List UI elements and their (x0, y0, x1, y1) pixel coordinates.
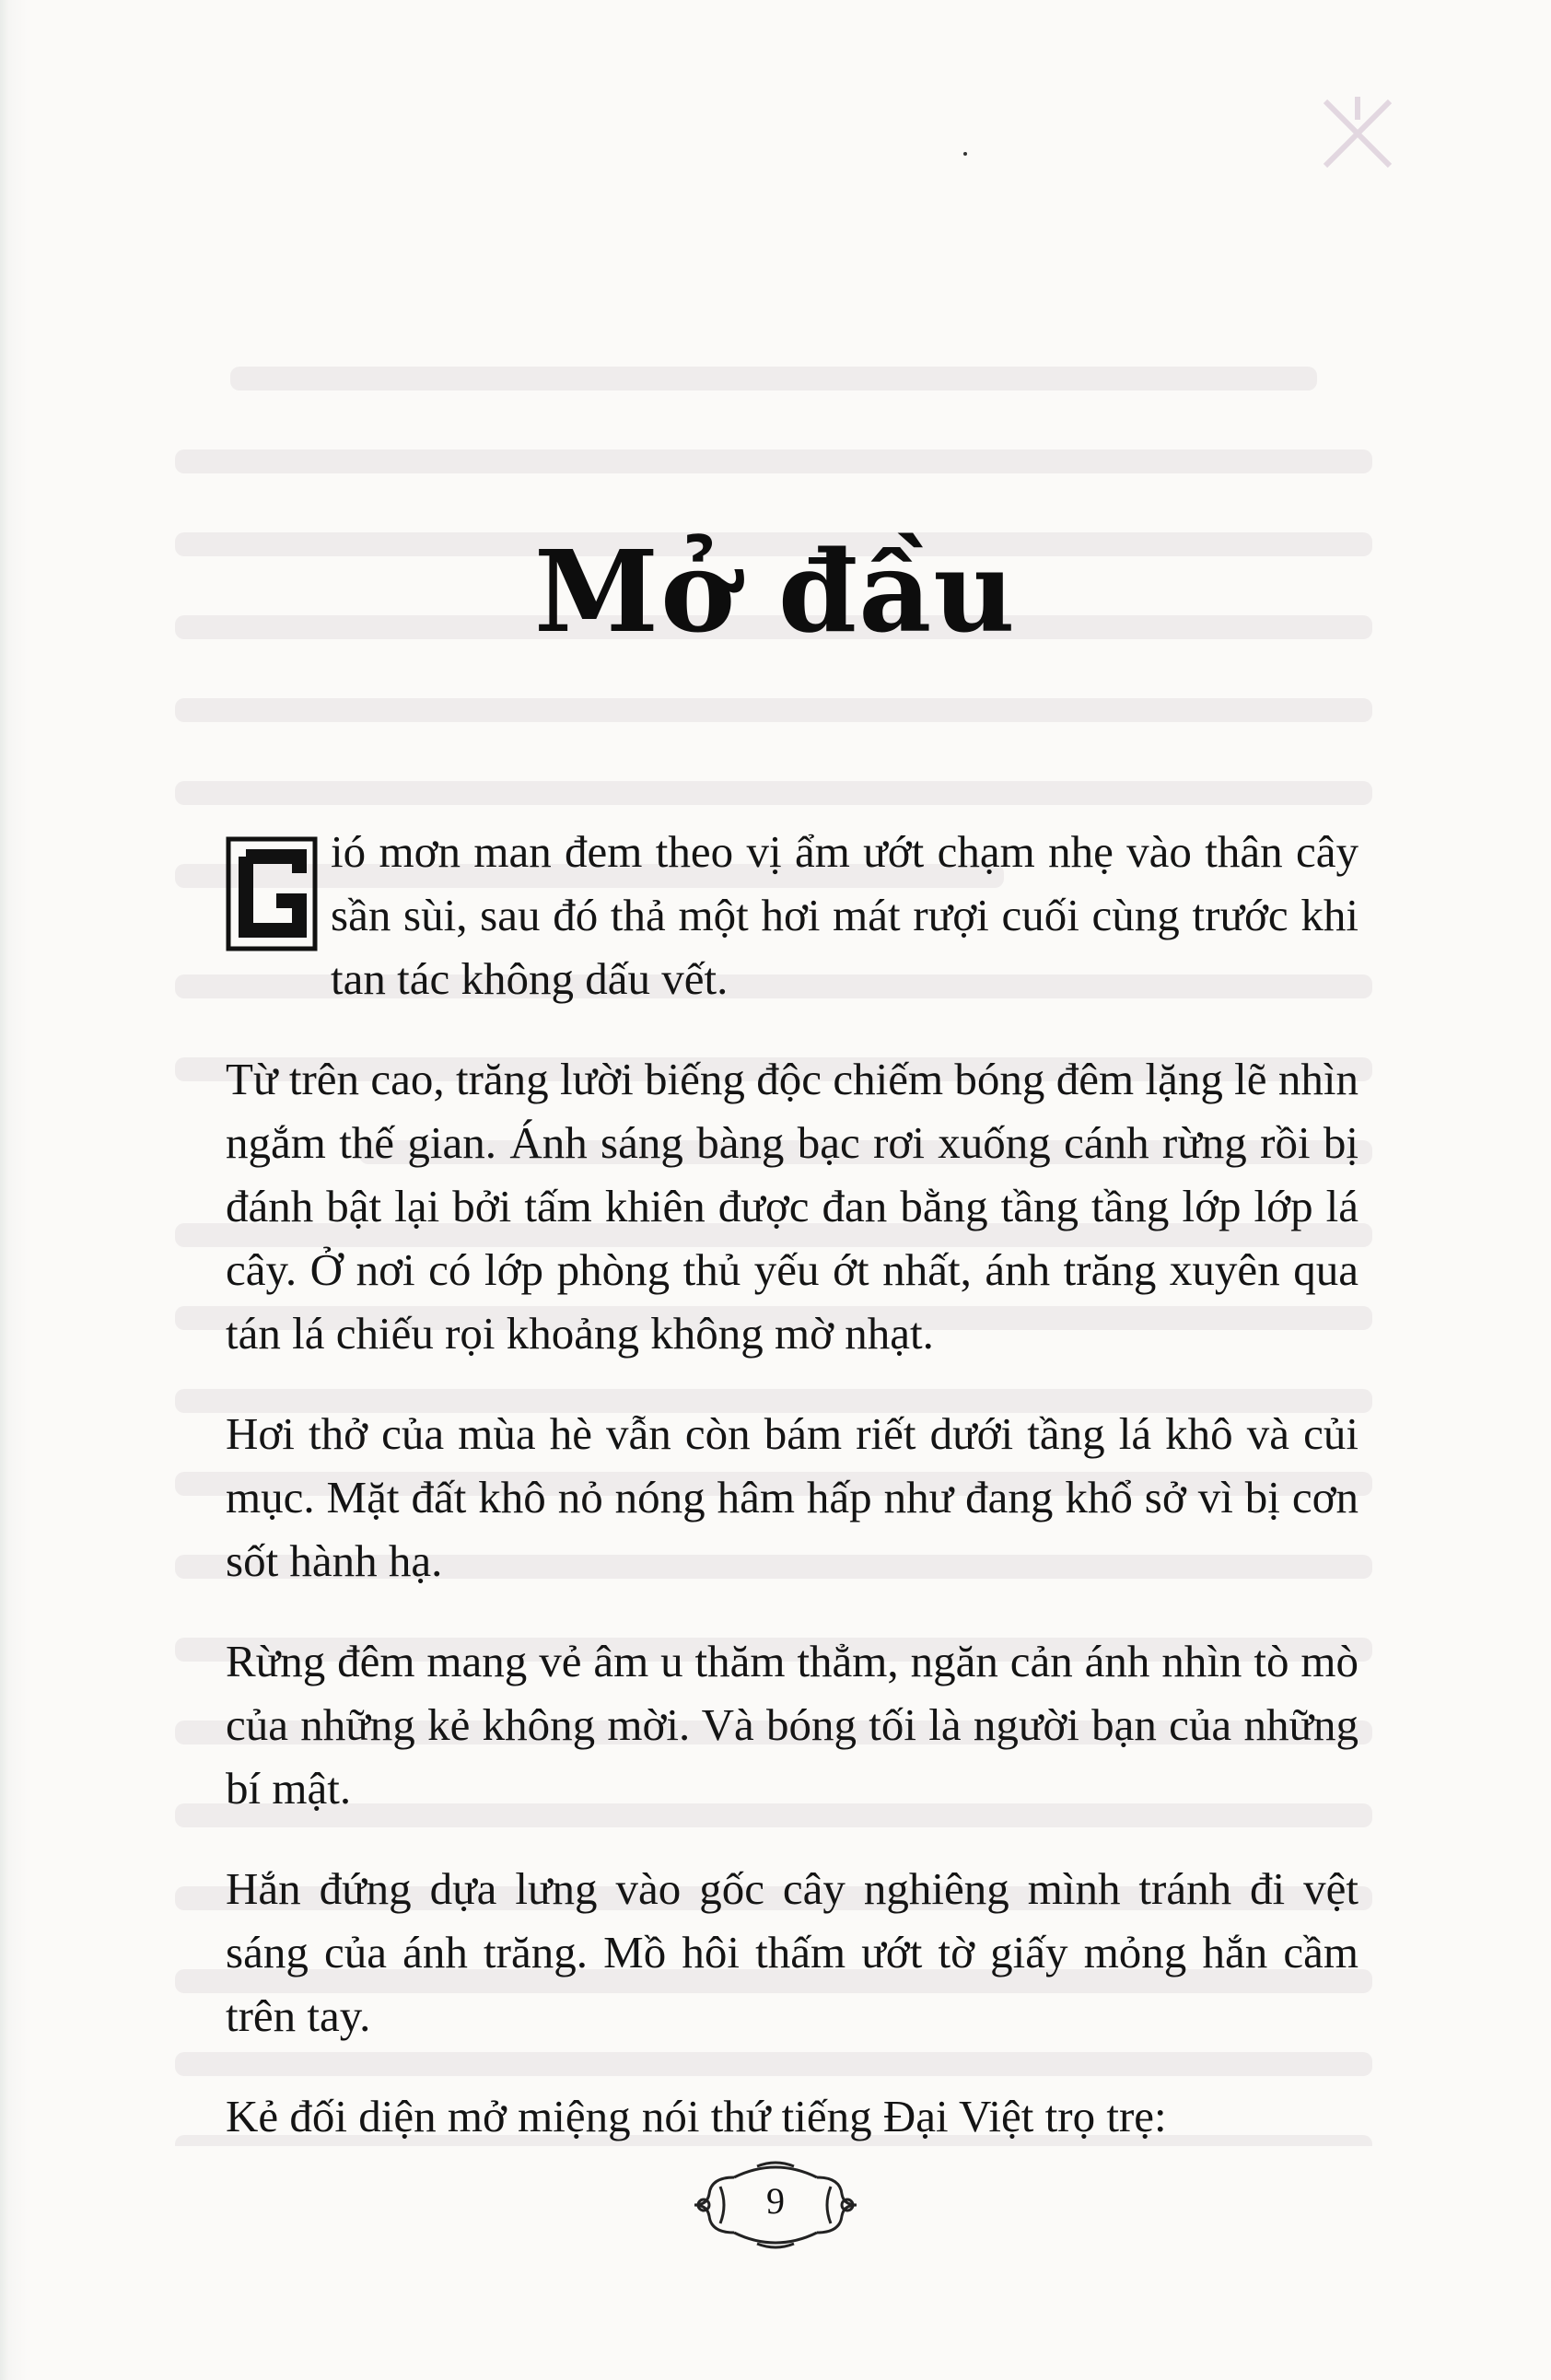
paragraph-4 (226, 1629, 1359, 1820)
paragraph-1 (226, 820, 1359, 1010)
paragraph-5 (226, 1857, 1359, 2048)
paragraph-3 (226, 1402, 1359, 1592)
paragraph-2 (226, 1047, 1359, 1365)
svg-text:G: G (271, 909, 273, 911)
page-number: 9 (766, 2180, 785, 2222)
bleed-through-ornament-icon (1316, 92, 1399, 175)
paragraph-1-text: ió mơn man đem theo vị ẩm ướt chạm nhẹ vào thân cây sần sùi, sau đó thả một hơi mát rượi cuối cùng trước khi tan tác không dấu vết. (331, 826, 1359, 1004)
paragraph-6 (226, 2084, 1359, 2148)
paragraph-3-text: Hơi thở của mùa hè vẫn còn bám riết dưới tầng lá khô và củi mục. Mặt đất khô nỏ nóng hâm hấp như đang khổ sở vì bị cơn sốt hành hạ. (226, 1408, 1359, 1586)
page-number-ornament (683, 2159, 868, 2251)
paragraph-5-text: Hắn đứng dựa lưng vào gốc cây nghiêng mình tránh đi vệt sáng của ánh trăng. Mồ hôi thấm ướt tờ giấy mỏng hắn cầm trên tay. (226, 1863, 1359, 2041)
paragraph-6-text: Kẻ đối diện mở miệng nói thứ tiếng Đại Việt trọ trẹ: (226, 2091, 1167, 2141)
chapter-title: Mở đầu (534, 525, 1017, 658)
drop-cap-g (226, 836, 318, 951)
chapter-body (226, 820, 1359, 2185)
paragraph-4-text: Rừng đêm mang vẻ âm u thăm thẳm, ngăn cản ánh nhìn tò mò của những kẻ không mời. Và bóng tối là người bạn của những bí mật. (226, 1636, 1359, 1814)
paragraph-2-text: Từ trên cao, trăng lười biếng độc chiếm bóng đêm lặng lẽ nhìn ngắm thế gian. Ánh sáng bàng bạc rơi xuống cánh rừng rồi bị đánh bật lại bởi tấm khiên được đan bằng tầng tầng lớp lớp lá cây. Ở nơi có lớp phòng thủ yếu ớt nhất, ánh trăng xuyên qua tán lá chiếu rọi khoảng không mờ nhạt. (226, 1054, 1359, 1359)
print-speck (963, 152, 967, 156)
